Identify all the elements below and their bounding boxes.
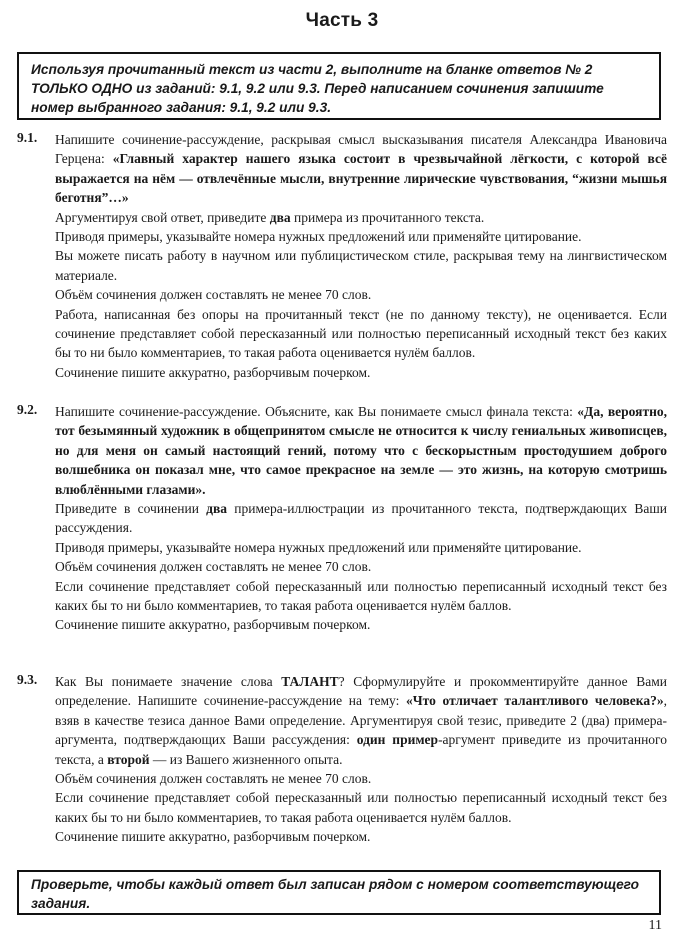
instruction-box — [17, 52, 661, 120]
task-volume-note: Объём сочинения должен составлять не менее 70 слов. — [55, 771, 372, 787]
task-prompt: Напишите сочинение-рассуждение, раскрывая смысл высказывания писателя Александра Ивановича Герцена: «Главный характер нашего языка состоит в чрезвычайной лёгкости, с которой всё выражается на нём — отвлечённые мысли, внутренние лирические чувствования, “жизни мышья беготня”…» — [55, 132, 667, 206]
task-argument: Аргументируя свой ответ, приведите два примера из прочитанного текста. — [55, 209, 485, 225]
task-prompt: Напишите сочинение-рассуждение. Объясните, как Вы понимаете смысл финала текста: «Да, вероятно, тот безымянный художник в общепринятом смысле не относится к числу гениальных живописцев, но для меня он самый настоящий гений, потому что с бескорыстным простодушием доброго волшебника он показал мне, что самое прекрасное на земле — это жизнь, на которую смотришь влюблёнными глазами». — [55, 404, 667, 497]
task-prompt: Как Вы понимаете значение слова ТАЛАНТ? Сформулируйте и прокомментируйте данное Вами определение. Напишите сочинение-рассуждение на тему: «Что отличает талантливого человека?», взяв в качестве тезиса данное Вами определение. Аргументируя свой тезис, приведите 2 (два) примера-аргумента, подтверждающих Ваши рассуждения: один пример-аргумент приведите из прочитанного текста, а второй — из Вашего жизненного опыта. — [55, 674, 667, 767]
task-examples-note: Приводя примеры, указывайте номера нужных предложений или применяйте цитирование. — [55, 539, 582, 555]
task-neat-note: Сочинение пишите аккуратно, разборчивым почерком. — [55, 364, 371, 380]
task-volume-note: Объём сочинения должен составлять не менее 70 слов. — [55, 287, 372, 303]
task-zero-note: Работа, написанная без опоры на прочитанный текст (не по данному тексту), не оценивается. Если сочинение представляет собой пересказанный или полностью переписанный исходный текст без каких бы то ни было комментариев, то такая работа оценивается нулём баллов. — [55, 306, 667, 361]
quote: «Главный характер нашего языка состоит в чрезвычайной лёгкости, с которой всё выражается на нём — отвлечённые мысли, внутренние лирические чувствования, “жизни мышья беготня”…» — [55, 151, 667, 206]
final-instruction-text: Проверьте, чтобы каждый ответ был записан рядом с номером соответствующего задания. — [31, 877, 640, 911]
task-number: 9.2. — [17, 402, 38, 417]
quote: «Да, вероятно, тот безымянный художник в общепринятом смысле не относится к числу гениальных живописцев, но для меня он самый настоящий гений, потому что с бескорыстным простодушием доброго волшебника он показал мне, что самое прекрасное на земле — это жизнь, на которую смотришь влюблёнными глазами». — [55, 404, 667, 497]
task-zero-note: Если сочинение представляет собой пересказанный или полностью переписанный исходный текст без каких бы то ни было комментариев, то такая работа оценивается нулём баллов. — [55, 578, 667, 614]
final-instruction-box — [17, 870, 661, 915]
task-volume-note: Объём сочинения должен составлять не менее 70 слов. — [55, 559, 372, 575]
task-illustration-note: Приведите в сочинении два примера-иллюстрации из прочитанного текста, подтверждающих Ваши рассуждения. — [55, 501, 667, 536]
task-9-2 — [17, 402, 667, 635]
task-neat-note: Сочинение пишите аккуратно, разборчивым почерком. — [55, 617, 371, 633]
task-zero-note: Если сочинение представляет собой пересказанный или полностью переписанный исходный текст без каких бы то ни было комментариев, то такая работа оценивается нулём баллов. — [55, 790, 667, 825]
task-number: 9.3. — [17, 672, 38, 687]
page-number: 11 — [648, 918, 662, 933]
topic: «Что отличает талантливого человека?» — [405, 693, 664, 709]
instruction-text: Используя прочитанный текст из части 2, выполните на бланке ответов № 2 ТОЛЬКО ОДНО из заданий: 9.1, 9.2 или 9.3. Перед написанием сочинения запишите номер выбранного задания: 9.1, 9.2 или 9.3. — [31, 62, 604, 115]
task-examples-note: Приводя примеры, указывайте номера нужных предложений или применяйте цитирование. — [55, 229, 582, 245]
page-title: Часть 3 — [305, 10, 379, 31]
task-9-3 — [17, 672, 667, 847]
task-style-note: Вы можете писать работу в научном или публицистическом стиле, раскрывая тему на лингвистическом материале. — [55, 248, 667, 283]
task-number: 9.1. — [17, 130, 38, 145]
task-9-1 — [17, 130, 667, 382]
task-neat-note: Сочинение пишите аккуратно, разборчивым почерком. — [55, 829, 371, 845]
